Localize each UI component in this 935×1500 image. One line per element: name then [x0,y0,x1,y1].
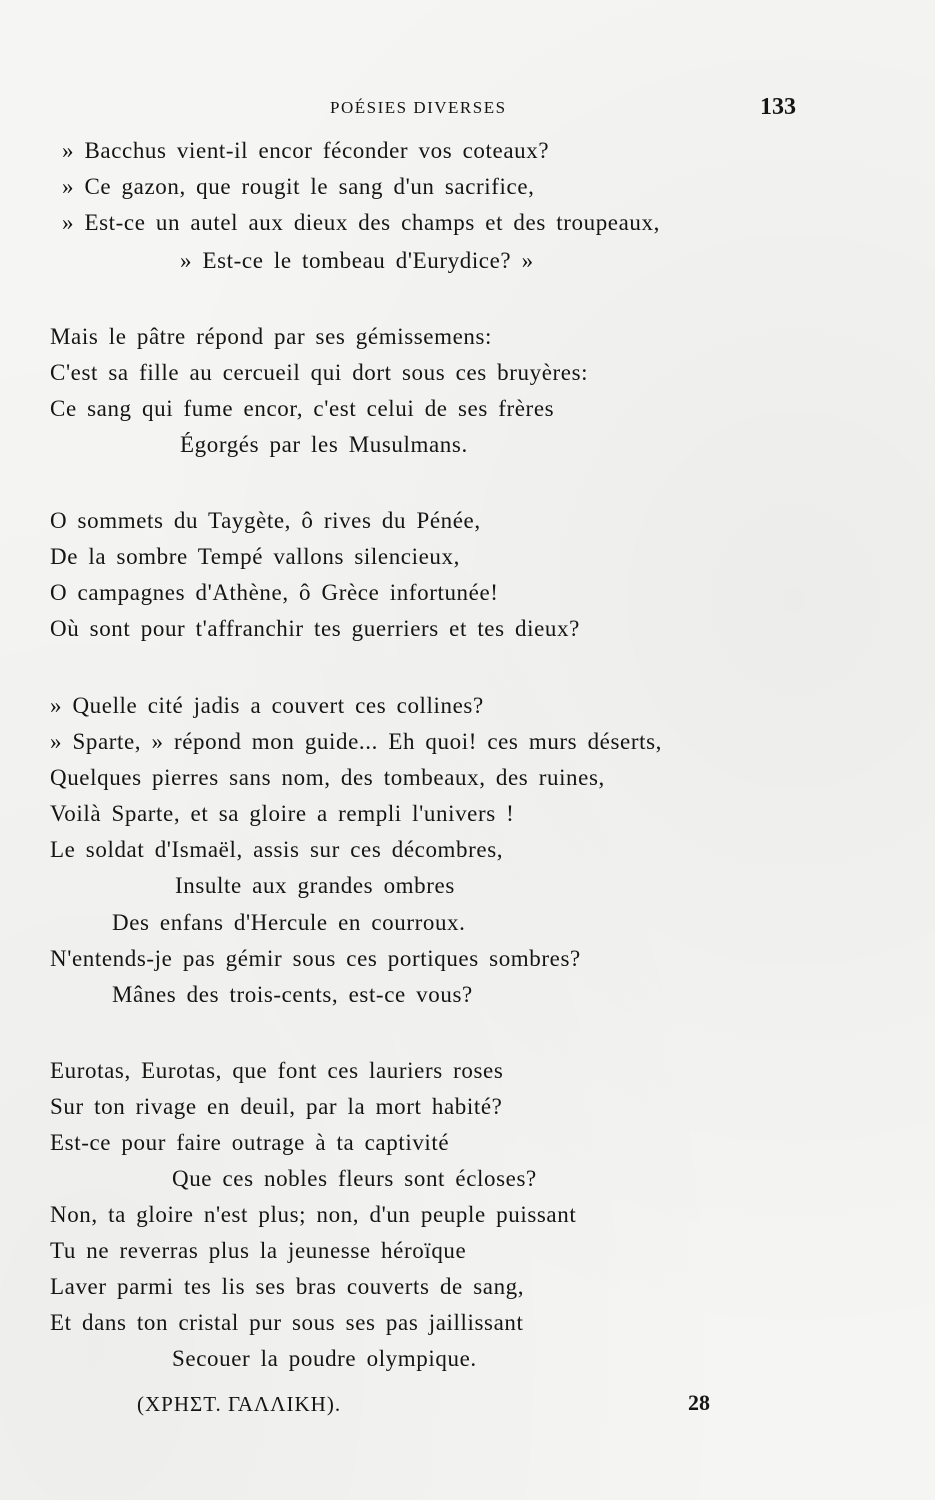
poem-line: Non, ta gloire n'est plus; non, d'un peuple puissant [50,1202,577,1227]
poem-line: Est-ce pour faire outrage à ta captivité [50,1130,450,1155]
poem-line: C'est sa fille au cercueil qui dort sous ces bruyères: [50,360,589,385]
poem-line: Quelques pierres sans nom, des tombeaux, des ruines, [50,765,605,790]
signature-mark: (ΧΡΗΣΤ. ΓΑΛΛΙΚΗ). [137,1392,342,1416]
poem-line: O campagnes d'Athène, ô Grèce infortunée! [50,580,499,605]
poem-line: Le soldat d'Ismaël, assis sur ces décombres, [50,837,504,862]
poem-line: Égorgés par les Musulmans. [180,432,468,457]
poem-line: » Ce gazon, que rougit le sang d'un sacrifice, [62,174,535,199]
poem-line: De la sombre Tempé vallons silencieux, [50,544,460,569]
poem-line: Mais le pâtre répond par ses gémissemens: [50,324,493,349]
poem-line: Et dans ton cristal pur sous ses pas jaillissant [50,1310,524,1335]
poem-line: Eurotas, Eurotas, que font ces lauriers roses [50,1058,504,1083]
poem-line: Secouer la poudre olympique. [172,1346,477,1371]
poem-line: » Est-ce un autel aux dieux des champs et des troupeaux, [62,210,660,235]
poem-line: O sommets du Taygète, ô rives du Pénée, [50,508,481,533]
poem-line: » Bacchus vient-il encor féconder vos coteaux? [62,138,550,163]
poem-line: Que ces nobles fleurs sont écloses? [172,1166,537,1191]
signature-folio: 28 [688,1390,710,1415]
bleed-through-text [790,110,930,1310]
page-header [0,94,935,128]
page-number: 133 [760,94,796,120]
poem-line: Sur ton rivage en deuil, par la mort habité? [50,1094,503,1119]
running-head: POÉSIES DIVERSES [330,98,507,117]
poem-line: Voilà Sparte, et sa gloire a rempli l'univers ! [50,801,515,826]
poem-line: » Quelle cité jadis a couvert ces collines? [50,693,484,718]
poem-line: Des enfans d'Hercule en courroux. [112,910,466,935]
poem-line: Mânes des trois-cents, est-ce vous? [112,982,473,1007]
page-footer [0,1392,935,1422]
poem-line: N'entends-je pas gémir sous ces portiques sombres? [50,946,581,971]
poem-line: Ce sang qui fume encor, c'est celui de ses frères [50,396,555,421]
poem-line: Laver parmi tes lis ses bras couverts de sang, [50,1274,525,1299]
poem-line: Où sont pour t'affranchir tes guerriers et tes dieux? [50,616,580,641]
poem-line: Insulte aux grandes ombres [175,873,455,898]
poem-line: Tu ne reverras plus la jeunesse héroïque [50,1238,467,1263]
poem-line: » Sparte, » répond mon guide... Eh quoi! ces murs déserts, [50,729,662,754]
poem-line: » Est-ce le tombeau d'Eurydice? » [180,248,534,273]
